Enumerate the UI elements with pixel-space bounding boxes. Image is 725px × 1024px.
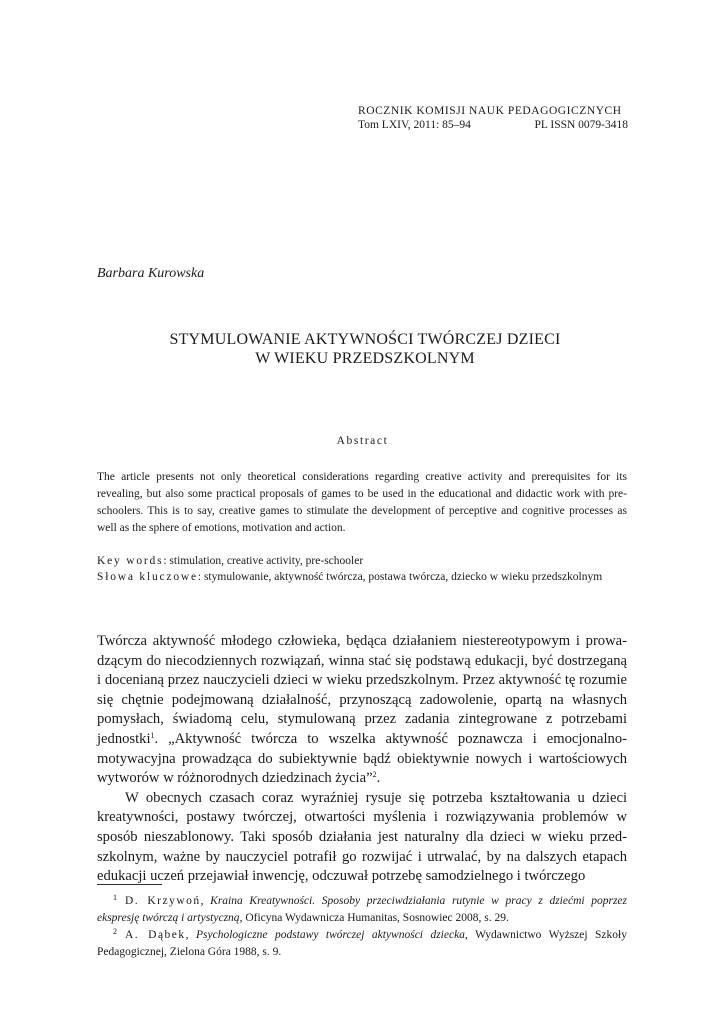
- p1-part-a: Twórcza aktywność młodego człowieka, będąca działaniem niestereotypowym i prowadzącym do niecodziennych rozwiązań, winna stać się podstawą edukacji, być dostrzeganą i docenianą przez nauczycieli dzieci w wieku przedszkolnym. Przez aktywność tę rozumie się chętnie podejmowaną działalność, przynoszącą zadowolenie, opartą na własnych pomysłach, świadomą celu, stymulowaną przez zadania zintegrowane z potrzebami jednostki: [97, 633, 627, 747]
- title-line-1: STYMULOWANIE AKTYWNOŚCI TWÓRCZEJ DZIECI: [169, 331, 561, 348]
- author-name: Barbara Kurowska: [97, 266, 205, 281]
- volume-line: [358, 118, 628, 132]
- volume-info: Tom LXIV, 2011: 85–94: [358, 119, 471, 131]
- footnote-title: Kraina Kreatywności. Sposoby przeciwdziałania rutynie w pracy z dziećmi poprzez ekspresję twórczą i artystyczną: [97, 895, 627, 924]
- journal-header: [358, 104, 628, 132]
- keywords-pl-text: : stymulowanie, aktywność twórcza, postawa twórcza, dziecko w wieku przedszkolnym: [197, 571, 603, 583]
- footnote-divider: [97, 884, 162, 885]
- body-paragraph-2: W obecnych czasach coraz wyraźniej rysuje się potrzeba kształtowania u dzieci kreatywności, postawy twórczej, otwartości myślenia i rozwiązywania problemów w sposób nieszablonowy. Taki sposób działania jest naturalny dla dzieci w wieku przedszkolnym, ważne by nauczyciel potrafił go rozwijać i utrwalać, by na dalszych etapach edukacji uczeń przejawiał inwencję, odczuwał potrzebę samodzielnego i twórczego: [97, 789, 627, 885]
- keywords-pl: [97, 570, 637, 584]
- p1-part-b: . „Aktywność twórcza to wszelka aktywność poznawcza i emocjonalno-motywacyjna prowadząca do subiektywnie bądź obiektywnie nowych i wartościowych wytworów w różnorodnych dziedzinach życia”: [97, 730, 627, 787]
- abstract-text: The article presents not only theoretical considerations regarding creative activity and prerequisites for its revealing, but also some practical proposals of games to be used in the educational and didactic work with preschoolers. This is to say, creative games to stimulate the development of perceptive and cognitive processes as well as the sphere of emotions, motivation and action.: [97, 471, 627, 534]
- abstract-heading: Abstract: [336, 435, 389, 447]
- body-paragraph-1: [97, 632, 627, 789]
- journal-name: ROCZNIK KOMISJI NAUK PEDAGOGICZNYCH: [358, 105, 622, 117]
- footnote-separator: ,: [185, 929, 196, 941]
- footnote-title: Psychologiczne podstawy twórczej aktywności dziecka: [196, 929, 465, 941]
- footnote-author: A. Dąbek: [125, 929, 186, 941]
- keywords-en-label: Key words: [97, 555, 164, 567]
- footnote-author: D. Krzywoń: [125, 895, 201, 907]
- body-text: [97, 632, 627, 887]
- p1-part-c: .: [376, 770, 381, 787]
- keywords-en: [97, 554, 637, 568]
- footnote-ref-1[interactable]: 1: [150, 730, 155, 740]
- footnote-1: 1 D. Krzywoń, Kraina Kreatywności. Sposoby przeciwdziałania rutynie w pracy z dziećmi poprzez ekspresję twórczą i artystyczną, Oficyna Wydawnicza Humanitas, Sosnowiec 2008, s. 29.: [97, 893, 627, 924]
- keywords-en-text: : stimulation, creative activity, pre-schooler: [163, 555, 364, 567]
- footnote-ref-2[interactable]: 2: [372, 770, 377, 780]
- title-line-2: W WIEKU PRZEDSZKOLNYM: [255, 350, 475, 367]
- footnote-2: 2 A. Dąbek, Psychologiczne podstawy twórczej aktywności dziecka, Wydawnictwo Wyższej Szkoły Pedagogicznej, Zielona Góra 1988, s. 9.: [97, 927, 627, 958]
- footnote-publisher: , Oficyna Wydawnicza Humanitas, Sosnowiec 2008, s. 29.: [239, 912, 509, 924]
- footnote-separator: ,: [200, 895, 211, 907]
- keywords-pl-label: Słowa kluczowe: [97, 571, 198, 583]
- article-title: [60, 330, 670, 368]
- footnote-publisher: , Wydawnictwo Wyższej Szkoły Pedagogicznej, Zielona Góra 1988, s. 9.: [97, 929, 627, 958]
- issn: PL ISSN 0079-3418: [534, 119, 628, 131]
